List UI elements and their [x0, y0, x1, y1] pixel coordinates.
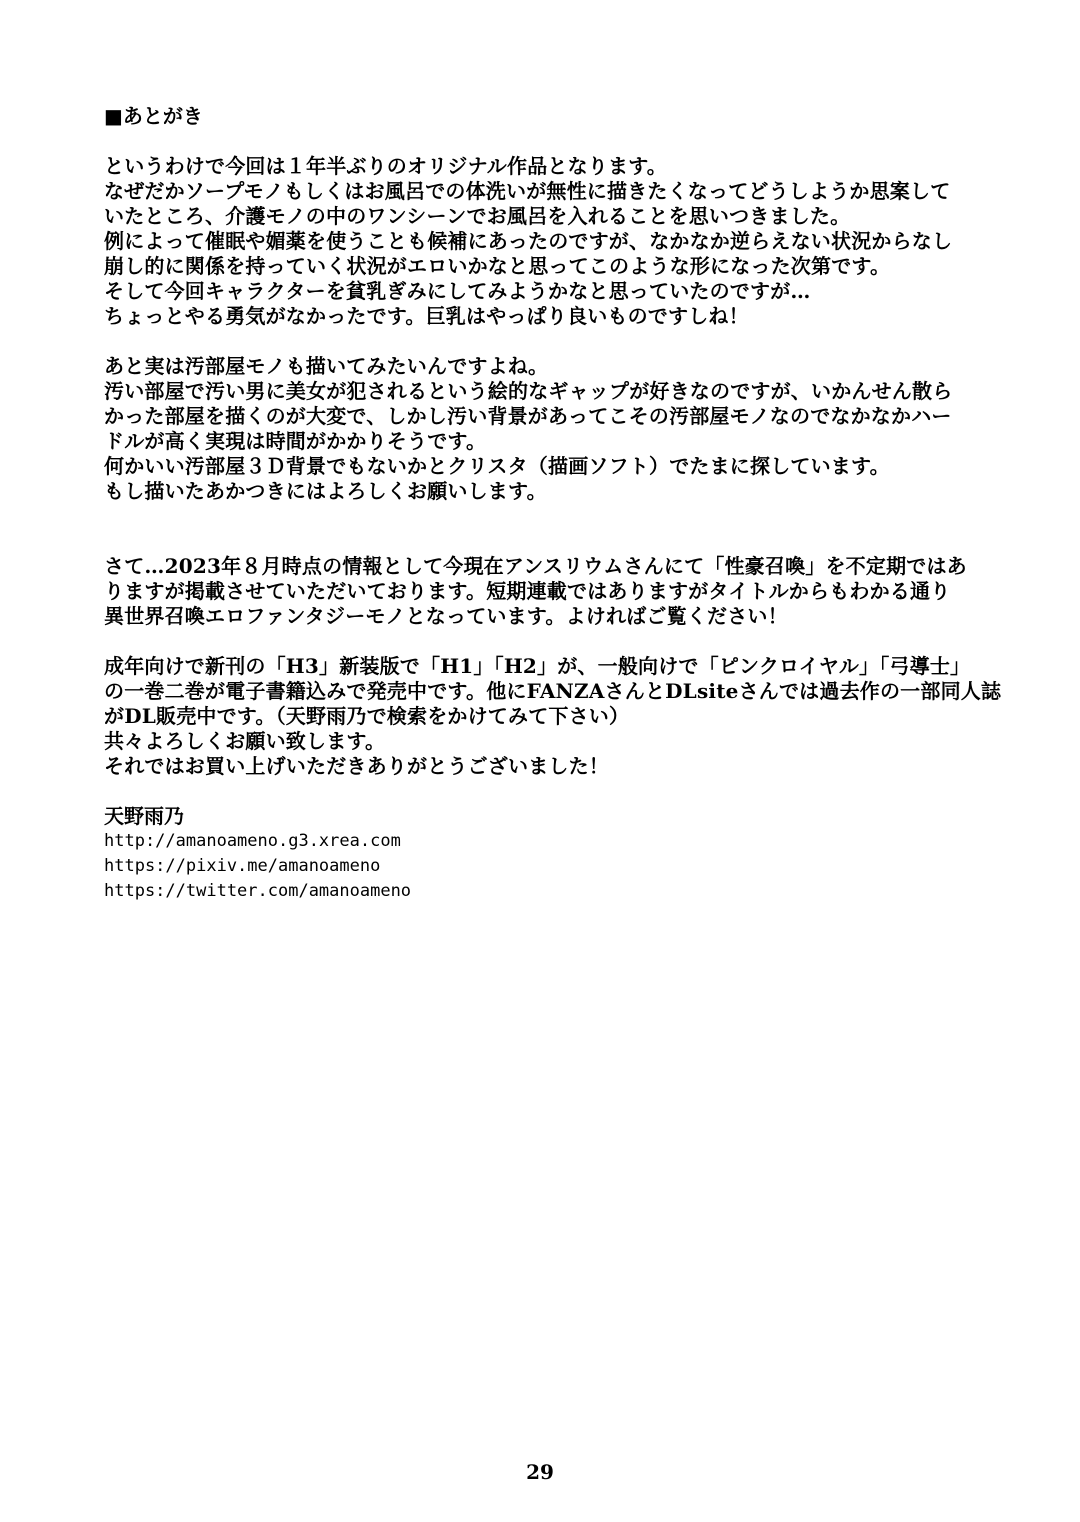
text-line: それではお買い上げいただきありがとうございました！: [104, 754, 609, 778]
paragraph-spacer: [104, 504, 984, 554]
text-line: 成年向けで新刊の「H3」新装版で「H1」「H2」が、一般向けで「ピンクロイヤル」「弓導士」: [104, 654, 971, 678]
text-line: というわけで今回は１年半ぶりのオリジナル作品となります。: [104, 154, 667, 178]
text-line: の一巻二巻が電子書籍込みで発売中です。他にFANZAさんとDLsiteさんでは過去作の一部同人誌: [104, 679, 1002, 703]
author-name: 天野雨乃: [104, 804, 184, 828]
website-link[interactable]: http://amanoameno.g3.xrea.com: [104, 831, 401, 851]
text-line: あと実は汚部屋モノも描いてみたいんですよね。: [104, 354, 549, 378]
text-line: 汚い部屋で汚い男に美女が犯されるという絵的なギャップが好きなのですが、いかんせん散ら: [104, 379, 953, 403]
twitter-link[interactable]: https://twitter.com/amanoameno: [104, 881, 412, 901]
paragraph-3: [104, 554, 984, 629]
afterword-heading: ■あとがき: [104, 104, 203, 128]
pixiv-link[interactable]: https://pixiv.me/amanoameno: [104, 856, 381, 876]
text-line: がDL販売中です。（天野雨乃で検索をかけてみて下さい）: [104, 704, 630, 728]
page-number: 29: [526, 1460, 554, 1484]
text-line: そして今回キャラクターを貧乳ぎみにしてみようかなと思っていたのですが…: [104, 279, 811, 303]
text-line: 崩し的に関係を持っていく状況がエロいかなと思ってこのような形になった次第です。: [104, 254, 891, 278]
paragraph-spacer: [104, 629, 984, 654]
paragraph-spacer: [104, 329, 984, 354]
text-line: 異世界召喚エロファンタジーモノとなっています。よければご覧ください！: [104, 604, 788, 628]
text-line: もし描いたあかつきにはよろしくお願いします。: [104, 479, 547, 503]
text-line: 例によって催眠や媚薬を使うことも候補にあったのですが、なかなか逆らえない状況からなし: [104, 229, 953, 253]
text-line: かった部屋を描くのが大変で、しかし汚い背景があってこその汚部屋モノなのでなかなかハー: [104, 404, 952, 428]
text-line: ドルが高く実現は時間がかかりそうです。: [104, 429, 487, 453]
paragraph-4: [104, 654, 1002, 779]
text-line: さて…2023年８月時点の情報として今現在アンスリウムさんにて「性豪召喚」を不定期ではあ: [104, 554, 967, 578]
paragraph-2: [104, 354, 984, 504]
text-line: ちょっとやる勇気がなかったです。巨乳はやっぱり良いものですしね！: [104, 304, 749, 328]
text-line: なぜだかソープモノもしくはお風呂での体洗いが無性に描きたくなってどうしようか思案して: [104, 179, 951, 203]
text-line: いたところ、介護モノの中のワンシーンでお風呂を入れることを思いつきました。: [104, 204, 851, 228]
text-line: りますが掲載させていただいております。短期連載ではありますがタイトルからもわかる通り: [104, 579, 951, 603]
afterword-content: [104, 104, 1002, 904]
text-line: 共々よろしくお願い致します。: [104, 729, 386, 753]
paragraph-spacer: [104, 779, 984, 804]
paragraph-1: [104, 154, 984, 329]
text-line: 何かいい汚部屋３Ｄ背景でもないかとクリスタ（描画ソフト）でたまに探しています。: [104, 454, 890, 478]
